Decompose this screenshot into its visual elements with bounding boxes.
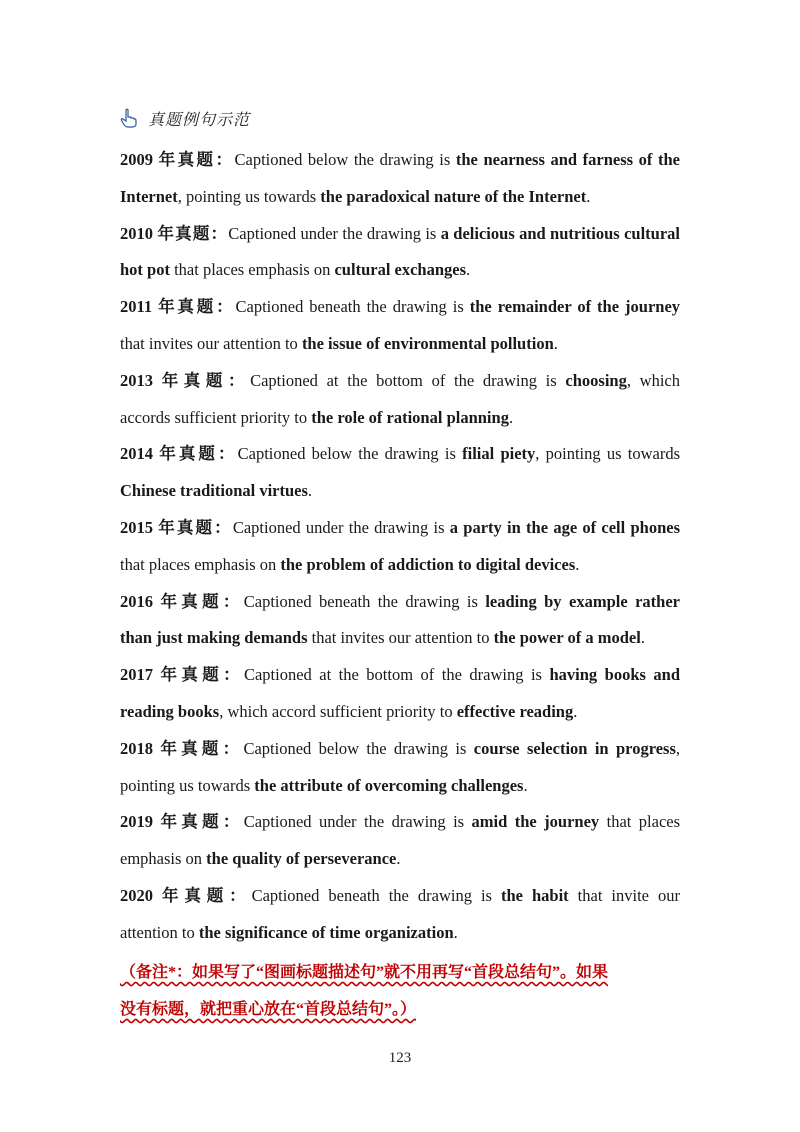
bold-phrase: Internet <box>120 186 178 206</box>
plain-text: that places emphasis on <box>120 554 281 574</box>
entry-2020-line-2 <box>120 915 680 952</box>
entry-label: 年真题： <box>160 812 244 832</box>
plain-text: that invites our attention to <box>307 628 494 648</box>
plain-text: that places <box>599 812 681 832</box>
entry-year: 2011 <box>120 297 159 317</box>
bold-phrase: effective reading <box>456 701 574 721</box>
entry-2013-line-2 <box>120 400 680 437</box>
entry-2010-line-2 <box>120 252 680 289</box>
entry-2010-line-1 <box>120 216 680 253</box>
entry-2015-line-1 <box>120 510 680 547</box>
plain-text: attention to <box>120 922 199 942</box>
pointing-hand-icon <box>120 108 138 128</box>
entry-label: 年真题： <box>160 665 244 685</box>
bold-phrase: the role of rational planning <box>311 407 509 427</box>
entry-label: 年真题： <box>159 444 238 464</box>
entry-year: 2015 <box>120 517 159 537</box>
entry-2009-line-2 <box>120 179 680 216</box>
plain-text: that invite our <box>568 885 680 905</box>
bold-phrase: hot pot <box>120 260 170 280</box>
bold-phrase: choosing <box>565 370 627 390</box>
bold-phrase: a party in the age of cell phones <box>449 517 681 537</box>
section-header <box>120 106 250 130</box>
bold-phrase: the remainder of the journey <box>469 297 681 317</box>
entry-year: 2016 <box>120 591 161 611</box>
plain-text: pointing us towards <box>120 775 255 795</box>
entry-2014-line-2 <box>120 473 680 510</box>
bold-phrase: the habit <box>500 885 569 905</box>
plain-text: that places emphasis on <box>169 260 335 280</box>
entry-label: 年真题： <box>161 370 251 390</box>
entry-label: 年真题： <box>157 223 229 243</box>
plain-text: Captioned at the bottom of the drawing is <box>243 665 550 685</box>
plain-text: Captioned beneath the drawing is <box>235 297 470 317</box>
bold-phrase: the quality of perseverance <box>206 849 397 869</box>
example-sentences-list <box>120 142 680 952</box>
entry-2016-line-1 <box>120 584 680 621</box>
bold-phrase: leading by example rather <box>485 591 681 611</box>
entry-label: 年真题： <box>160 591 244 611</box>
plain-text: . <box>575 554 580 574</box>
entry-year: 2014 <box>120 444 160 464</box>
entry-2019-line-1 <box>120 804 680 841</box>
bold-phrase: having books and <box>549 665 681 685</box>
bold-phrase: the issue of environmental pollution <box>301 333 554 353</box>
plain-text: Captioned below the drawing is <box>237 444 463 464</box>
bold-phrase: cultural exchanges <box>334 260 467 280</box>
plain-text: . <box>640 628 645 648</box>
plain-text: Captioned beneath the drawing is <box>251 885 501 905</box>
entry-2016-line-2 <box>120 620 680 657</box>
entry-2014-line-1 <box>120 436 680 473</box>
plain-text: , pointing us towards <box>177 186 321 206</box>
plain-text: Captioned beneath the drawing is <box>243 591 486 611</box>
plain-text: Captioned below the drawing is <box>243 738 474 758</box>
entry-label: 年真题： <box>158 517 233 537</box>
bold-phrase: the paradoxical nature of the Internet <box>320 186 587 206</box>
plain-text: . <box>553 333 558 353</box>
plain-text: . <box>453 922 458 942</box>
entry-2020-line-1 <box>120 878 680 915</box>
plain-text: Captioned under the drawing is <box>243 812 472 832</box>
plain-text: emphasis on <box>120 849 207 869</box>
note-block <box>120 955 680 1029</box>
plain-text: , which accord sufficient priority to <box>219 701 457 721</box>
plain-text: that invites our attention to <box>120 333 302 353</box>
page-number: 123 <box>388 1050 412 1066</box>
bold-phrase: than just making demands <box>120 628 308 648</box>
entry-year: 2009 <box>120 150 159 169</box>
bold-phrase: the attribute of overcoming challenges <box>254 775 524 795</box>
bold-phrase: the significance of time organization <box>198 922 454 942</box>
entry-year: 2020 <box>120 885 163 905</box>
plain-text: . <box>508 407 514 427</box>
bold-phrase: reading books <box>120 701 220 721</box>
plain-text: . <box>396 849 401 869</box>
plain-text: . <box>573 701 578 721</box>
entry-year: 2018 <box>120 738 161 758</box>
section-title: 真题例句示范 <box>148 111 251 129</box>
bold-phrase: a delicious and nutritious cultural <box>440 223 681 243</box>
plain-text: . <box>466 260 471 280</box>
entry-label: 年真题： <box>162 885 252 905</box>
entry-label: 年真题： <box>158 150 235 169</box>
bold-phrase: Chinese traditional virtues <box>120 481 308 501</box>
entry-2019-line-2 <box>120 841 680 878</box>
plain-text: , pointing us towards <box>535 444 680 464</box>
bold-phrase: filial piety <box>462 444 536 464</box>
entry-2011-line-2 <box>120 326 680 363</box>
plain-text: . <box>586 186 591 206</box>
plain-text: accords sufficient priority to <box>120 407 312 427</box>
bold-phrase: course selection in progress <box>473 738 676 758</box>
entry-label: 年真题： <box>158 297 236 317</box>
plain-text: Captioned under the drawing is <box>232 517 450 537</box>
entry-year: 2010 <box>120 223 158 243</box>
bold-phrase: the nearness and farness of the <box>455 150 681 169</box>
entry-label: 年真题： <box>160 738 244 758</box>
plain-text: Captioned under the drawing is <box>228 223 441 243</box>
entry-year: 2017 <box>120 665 161 685</box>
entry-2011-line-1 <box>120 289 680 326</box>
entry-year: 2019 <box>120 812 161 832</box>
plain-text: , <box>675 738 681 758</box>
entry-2017-line-2 <box>120 694 680 731</box>
entry-2015-line-2 <box>120 547 680 584</box>
bold-phrase: amid the journey <box>471 812 600 832</box>
plain-text: . <box>523 775 528 795</box>
entry-2009-line-1 <box>120 142 680 179</box>
bold-phrase: the problem of addiction to digital devices <box>280 554 576 574</box>
bold-phrase: the power of a model <box>493 628 641 648</box>
entry-2017-line-1 <box>120 657 680 694</box>
entry-2018-line-2 <box>120 768 680 805</box>
entry-year: 2013 <box>120 370 162 390</box>
note-line-2: 没有标题，就把重心放在“首段总结句”。） <box>120 1000 417 1018</box>
plain-text: Captioned at the bottom of the drawing is <box>250 370 566 390</box>
plain-text: . <box>307 481 313 501</box>
plain-text: Captioned below the drawing is <box>234 150 456 169</box>
note-line-1: （备注*：如果写了“图画标题描述句”就不用再写“首段总结句”。如果 <box>120 964 609 981</box>
plain-text: , which <box>626 370 681 390</box>
entry-2013-line-1 <box>120 363 680 400</box>
entry-2018-line-1 <box>120 731 680 768</box>
